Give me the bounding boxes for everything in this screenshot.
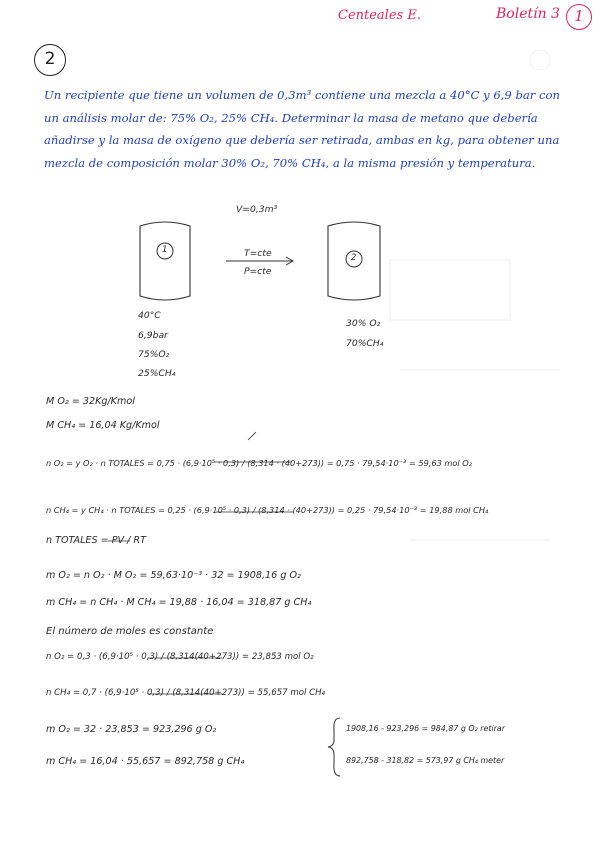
moles-o2-initial: n O₂ = y O₂ · n TOTALES = 0,75 · (6,9·10⁵ · 0,3) / (8,314 · (40+273)) = 0,75 · 79,54·10⁻³ = 59,63 mol O₂ (46, 458, 472, 468)
tank-1-pressure: 6,9bar (138, 330, 168, 341)
tank-1-number: 1 (162, 245, 168, 255)
molar-mass-o2: M O₂ = 32Kg/Kmol (46, 396, 135, 407)
moles-o2-final: n O₂ = 0,3 · (6,9·10⁵ · 0,3) / (8,314(40+273)) = 23,853 mol O₂ (46, 652, 314, 662)
methane-to-add: 892,758 - 318,82 = 573,97 g CH₄ meter (346, 756, 505, 765)
tank-volume-label: V=0,3m³ (236, 204, 278, 215)
boletin-label: Boletín 3 (496, 6, 560, 22)
arrow-label-temperature: T=cte (244, 248, 272, 259)
constant-moles-note: El número de moles es constante (46, 626, 214, 637)
molar-mass-ch4: M CH₄ = 16,04 Kg/Kmol (46, 420, 160, 431)
tank-2-number: 2 (351, 253, 357, 263)
mass-o2-initial: m O₂ = n O₂ · M O₂ = 59,63·10⁻³ · 32 = 1908,16 g O₂ (46, 570, 301, 581)
moles-ch4-initial: n CH₄ = y CH₄ · n TOTALES = 0,25 · (6,9·10⁵ · 0,3) / (8,314 · (40+273)) = 0,25 · 79,54·10⁻³ = 19,88 mol CH₄ (46, 505, 489, 515)
mass-ch4-initial: m CH₄ = n CH₄ · M CH₄ = 19,88 · 16,04 = 318,87 g CH₄ (46, 597, 312, 608)
tank-1-methane: 25%CH₄ (138, 368, 176, 379)
tank-1-temperature: 40°C (138, 310, 161, 321)
tank-1-oxygen: 75%O₂ (138, 349, 170, 360)
pa-annotation-mark (248, 432, 256, 440)
tank-2-methane: 70%CH₄ (346, 338, 384, 349)
arrow-label-pressure: P=cte (244, 266, 272, 277)
moles-ch4-final: n CH₄ = 0,7 · (6,9·10⁵ · 0,3) / (8,314(40+273)) = 55,657 mol CH₄ (46, 688, 325, 698)
problem-number: 2 (34, 44, 66, 76)
mass-o2-final: m O₂ = 32 · 23,853 = 923,296 g O₂ (46, 724, 217, 735)
problem-statement: Un recipiente que tiene un volumen de 0,3m³ contiene una mezcla a 40°C y 6,9 bar con un análisis molar de: 75% O₂, 25% CH₄. Determinar la masa de metano que debería añadirse y la masa de oxígeno que debería ser retirada, ambas en kg, para obtener una mezcla de composición molar 30% O₂, 70% CH₄, a la misma presión y temperatura. (44, 88, 560, 170)
mass-ch4-final: m CH₄ = 16,04 · 55,657 = 892,758 g CH₄ (46, 756, 245, 767)
page-number-circle: 1 (566, 4, 592, 30)
tank-2-oxygen: 30% O₂ (346, 318, 381, 329)
tank-1-outline (140, 222, 190, 300)
oxygen-to-remove: 1908,16 - 923,296 = 984,87 g O₂ retirar (346, 724, 505, 733)
author-name: Centeales E. (338, 8, 421, 23)
result-brace (328, 718, 340, 776)
total-moles-formula: n TOTALES = PV / RT (46, 535, 146, 546)
